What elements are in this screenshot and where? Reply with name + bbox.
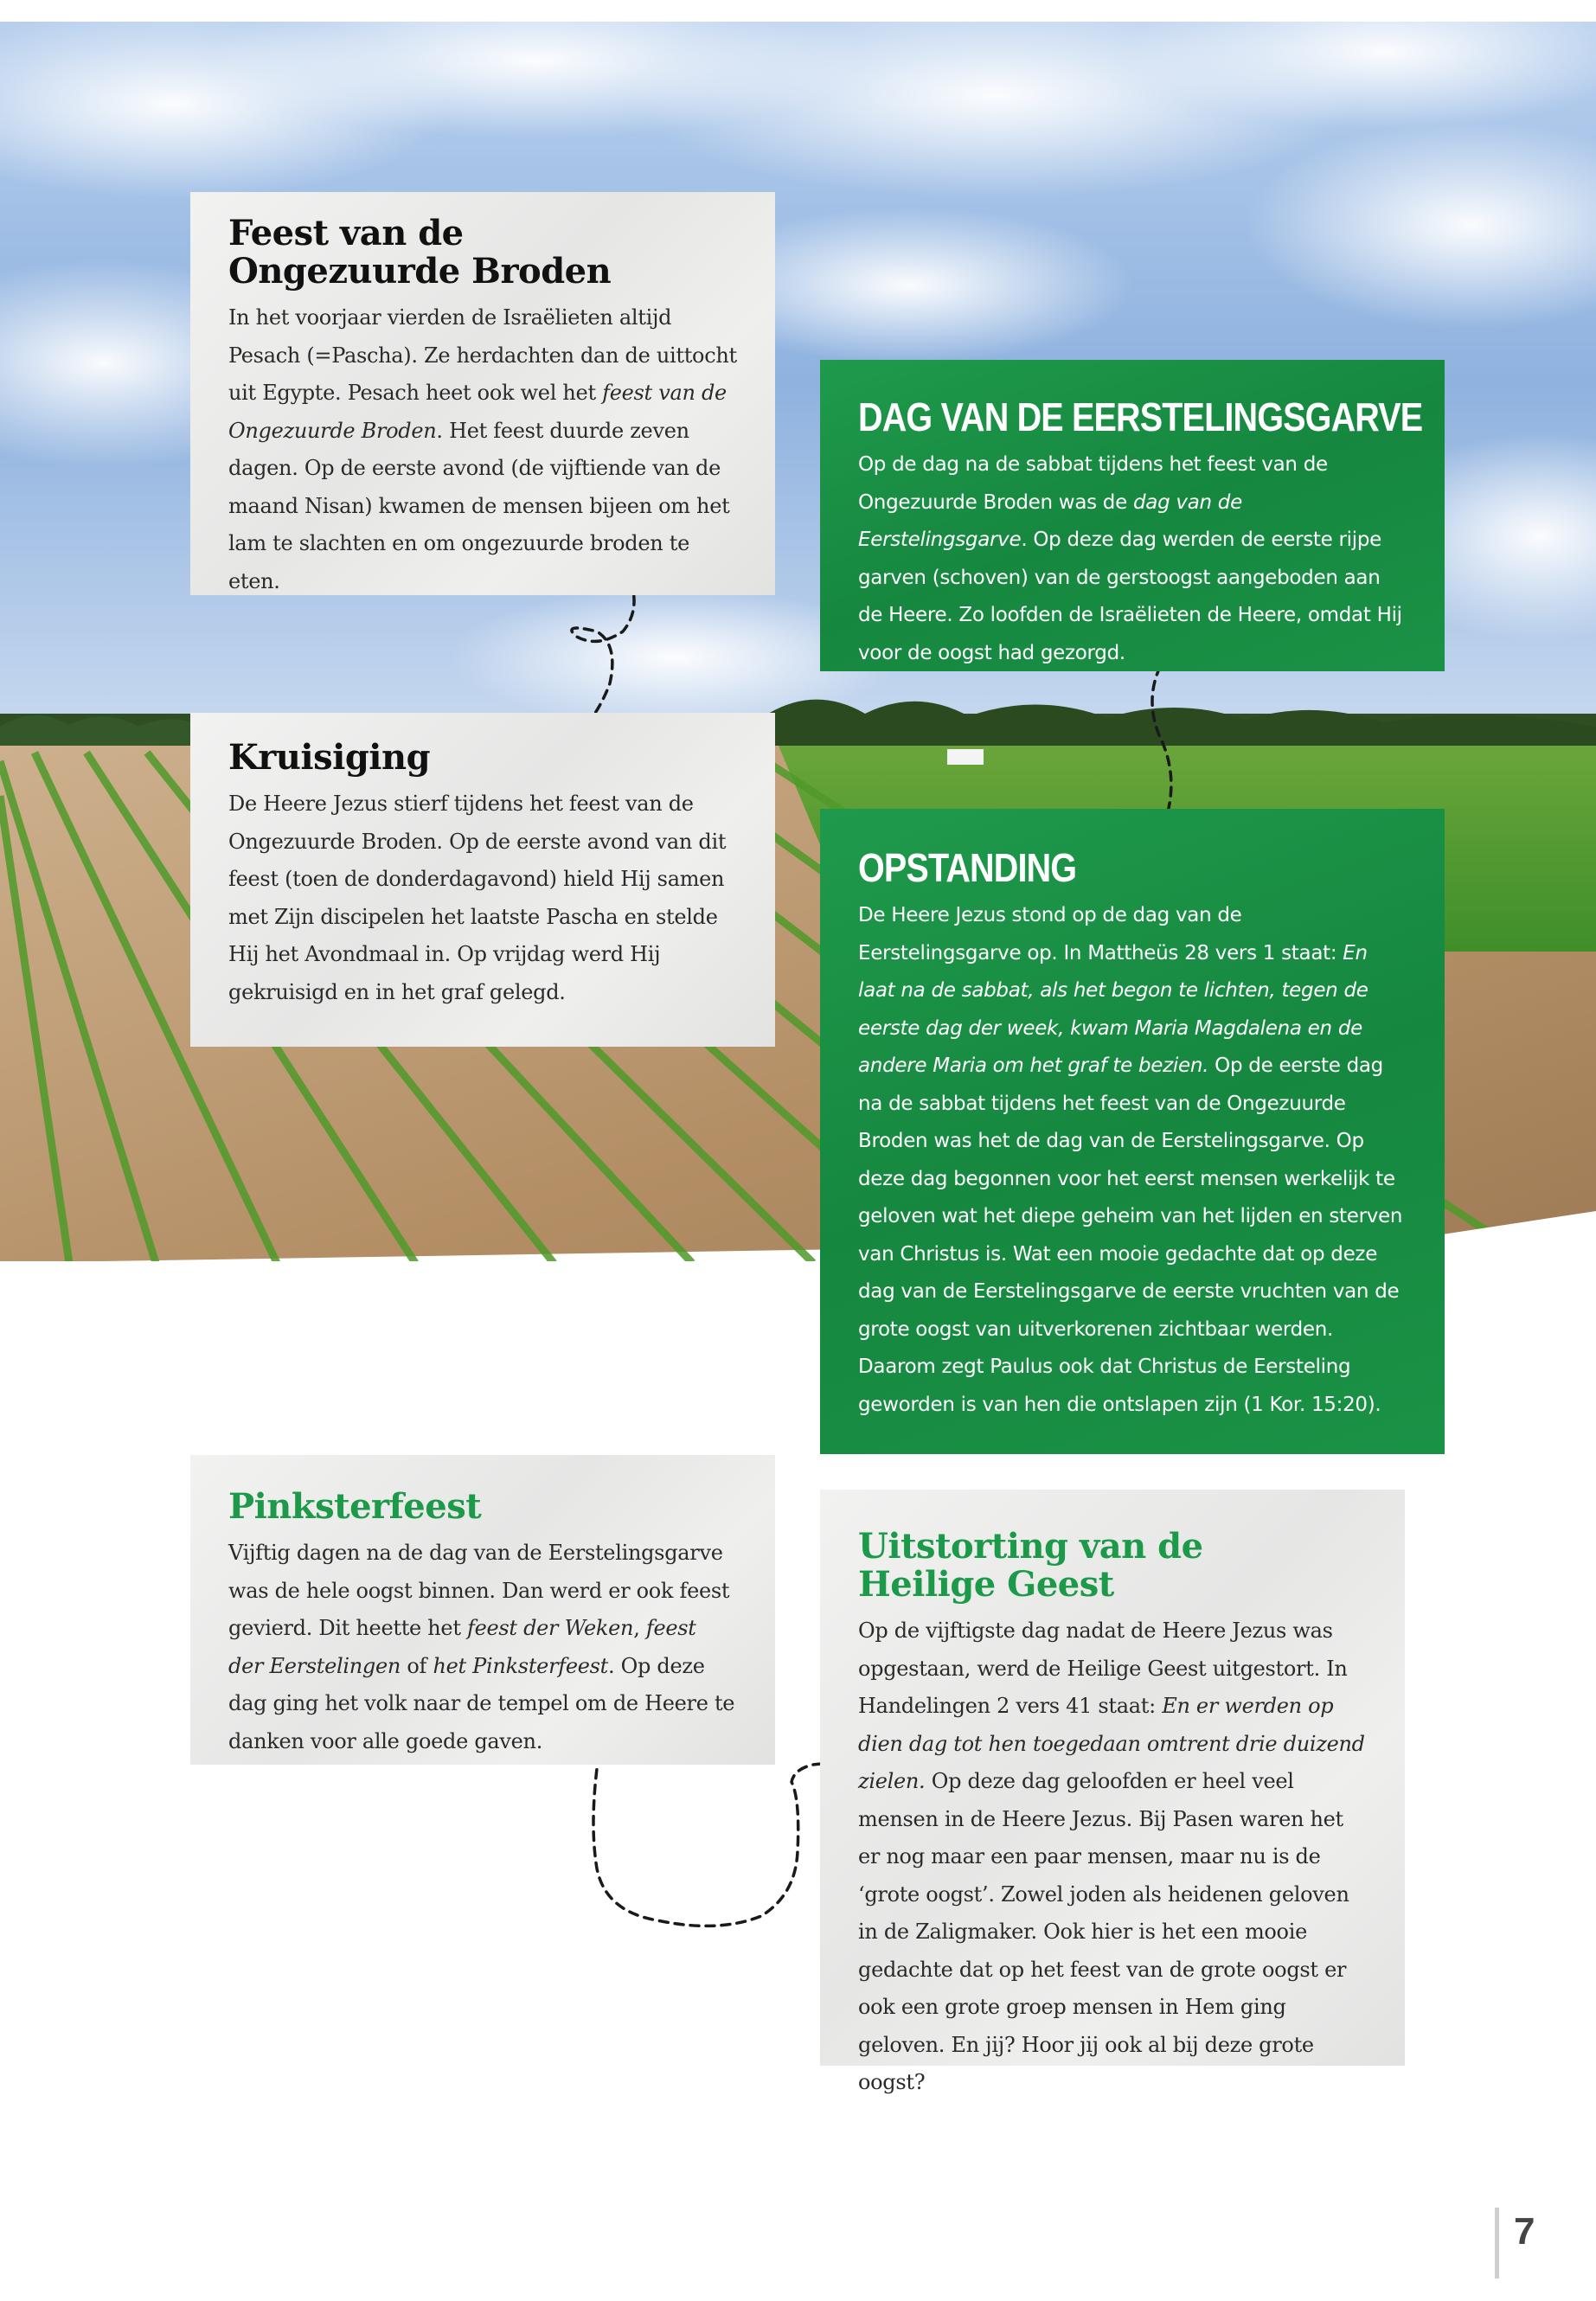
page-number: [1495, 2210, 1566, 2253]
body-text: Op de dag na de sabbat tijdens het feest van de Ongezuurde Broden was de: [858, 453, 1328, 514]
body-text: of: [401, 1653, 433, 1678]
body-emphasis: feest van de Ongezuurde Broden: [228, 381, 727, 443]
body-text: ,: [633, 1616, 646, 1640]
title-line-2: Ongezuurde Broden: [228, 251, 612, 292]
section-dag-eerstelingsgarve: [820, 360, 1445, 671]
body-text: Op deze dag geloofden er heel veel mensen in de Heere Jezus. Bij Pasen waren het er nog maar een paar mensen, maar nu is de ‘grote oogst’. Zowel joden als heidenen geloven in de Zaligmaker. Ook hier is het een mooie gedachte dat op het feest van de grote oogst er ook een grote groep mensen in Hem ging geloven. En jij? Hoor jij ook al bij deze grote oogst?: [858, 1769, 1349, 2094]
body-emphasis: feest der Eerstelingen: [228, 1616, 696, 1678]
body-emphasis: dag van de Eerstelingsgarve: [858, 490, 1242, 551]
section-opstanding: [820, 809, 1445, 1454]
body-emphasis: het Pinksterfeest: [433, 1653, 608, 1678]
section-body: [858, 897, 1407, 1424]
section-pinksterfeest: [190, 1455, 775, 1765]
section-kruisiging: [190, 713, 775, 1047]
body-emphasis: En er werden op dien dag tot hen toegedaan omtrent drie duizend zielen.: [858, 1694, 1365, 1793]
section-title: [858, 1528, 1367, 1604]
section-title: OPSTANDING: [858, 845, 1077, 890]
title-line-1: Uitstorting van de: [858, 1526, 1203, 1567]
section-title: Kruisiging: [228, 737, 431, 778]
body-text: . Op deze dag werden de eerste rijpe garven (schoven) van de gerstoogst aangeboden aan de Heere. Zo loofden de Israëlieten de Heere, omdat Hij voor de oogst had gezorgd.: [858, 529, 1402, 664]
section-title: DAG VAN DE EERSTELINGSGARVE: [858, 394, 1423, 439]
body-emphasis: feest der Weken: [467, 1616, 634, 1640]
body-text: Op de eerste dag na de sabbat tijdens het feest van de Ongezuurde Broden was het de dag van de Eerstelingsgarve. Op deze dag begonnen voor het eerst mensen werkelijk te geloven wat het diepe geheim van het lijden en sterven van Christus is. Wat een mooie gedachte dat op deze dag van de Eerstelingsgarve de eerste vruchten van de grote oogst van uitverkorenen zichtbaar werden. Daarom zegt Paulus ook dat Christus de Eersteling geworden is van hen die ontslapen zijn (1 Kor. 15:20).: [858, 1054, 1403, 1416]
body-text: Op de vijftigste dag nadat de Heere Jezus was opgestaan, werd de Heilige Geest uitgestort. In Handelingen 2 vers 41 staat:: [858, 1618, 1348, 1718]
body-text: In het voorjaar vierden de Israëlieten altijd Pesach (=Pascha). Ze herdachten dan de uittocht uit Egypte. Pesach heet ook wel het: [228, 305, 737, 405]
title-line-1: Feest van de: [228, 213, 464, 253]
connector-pinkster-uitstorting: [593, 1739, 829, 1926]
body-text: . Het feest duurde zeven dagen. Op de eerste avond (de vijftiende van de maand Nisan) kwamen de mensen bijeen om het lam te slachten en om ongezuurde broden te eten.: [228, 418, 730, 593]
section-body: [858, 446, 1407, 672]
section-body: [228, 1535, 737, 1760]
section-body: [228, 299, 737, 600]
page-number-value: 7: [1514, 2210, 1535, 2253]
section-title: [228, 215, 737, 291]
section-uitstorting-heilige-geest: [820, 1490, 1405, 2094]
title-line-2: Heilige Geest: [858, 1564, 1114, 1605]
body-text: . Op deze dag ging het volk naar de tempel om de Heere te danken voor alle goede gaven.: [228, 1653, 735, 1753]
section-body: De Heere Jezus stierf tijdens het feest van de Ongezuurde Broden. Op de eerste avond van dit feest (toen de donderdagavond) hield Hij samen met Zijn discipelen het laatste Pascha en stelde Hij het Avondmaal in. Op vrijdag werd Hij gekruisigd en in het graf gelegd.: [228, 792, 727, 1004]
section-title: Pinksterfeest: [228, 1486, 482, 1527]
section-feest-ongezuurde-broden: [190, 192, 775, 595]
body-text: Vijftig dagen na de dag van de Eerstelingsgarve was de hele oogst binnen. Dan werd er ook feest gevierd. Dit heette het: [228, 1541, 730, 1640]
body-text: De Heere Jezus stond op de dag van de Eerstelingsgarve op. In Mattheüs 28 vers 1 staat:: [858, 904, 1343, 965]
body-emphasis: En laat na de sabbat, als het begon te lichten, tegen de eerste dag der week, kwam Maria Magdalena en de andere Maria om het graf te bezien.: [858, 941, 1368, 1077]
section-body: [858, 1612, 1367, 2102]
